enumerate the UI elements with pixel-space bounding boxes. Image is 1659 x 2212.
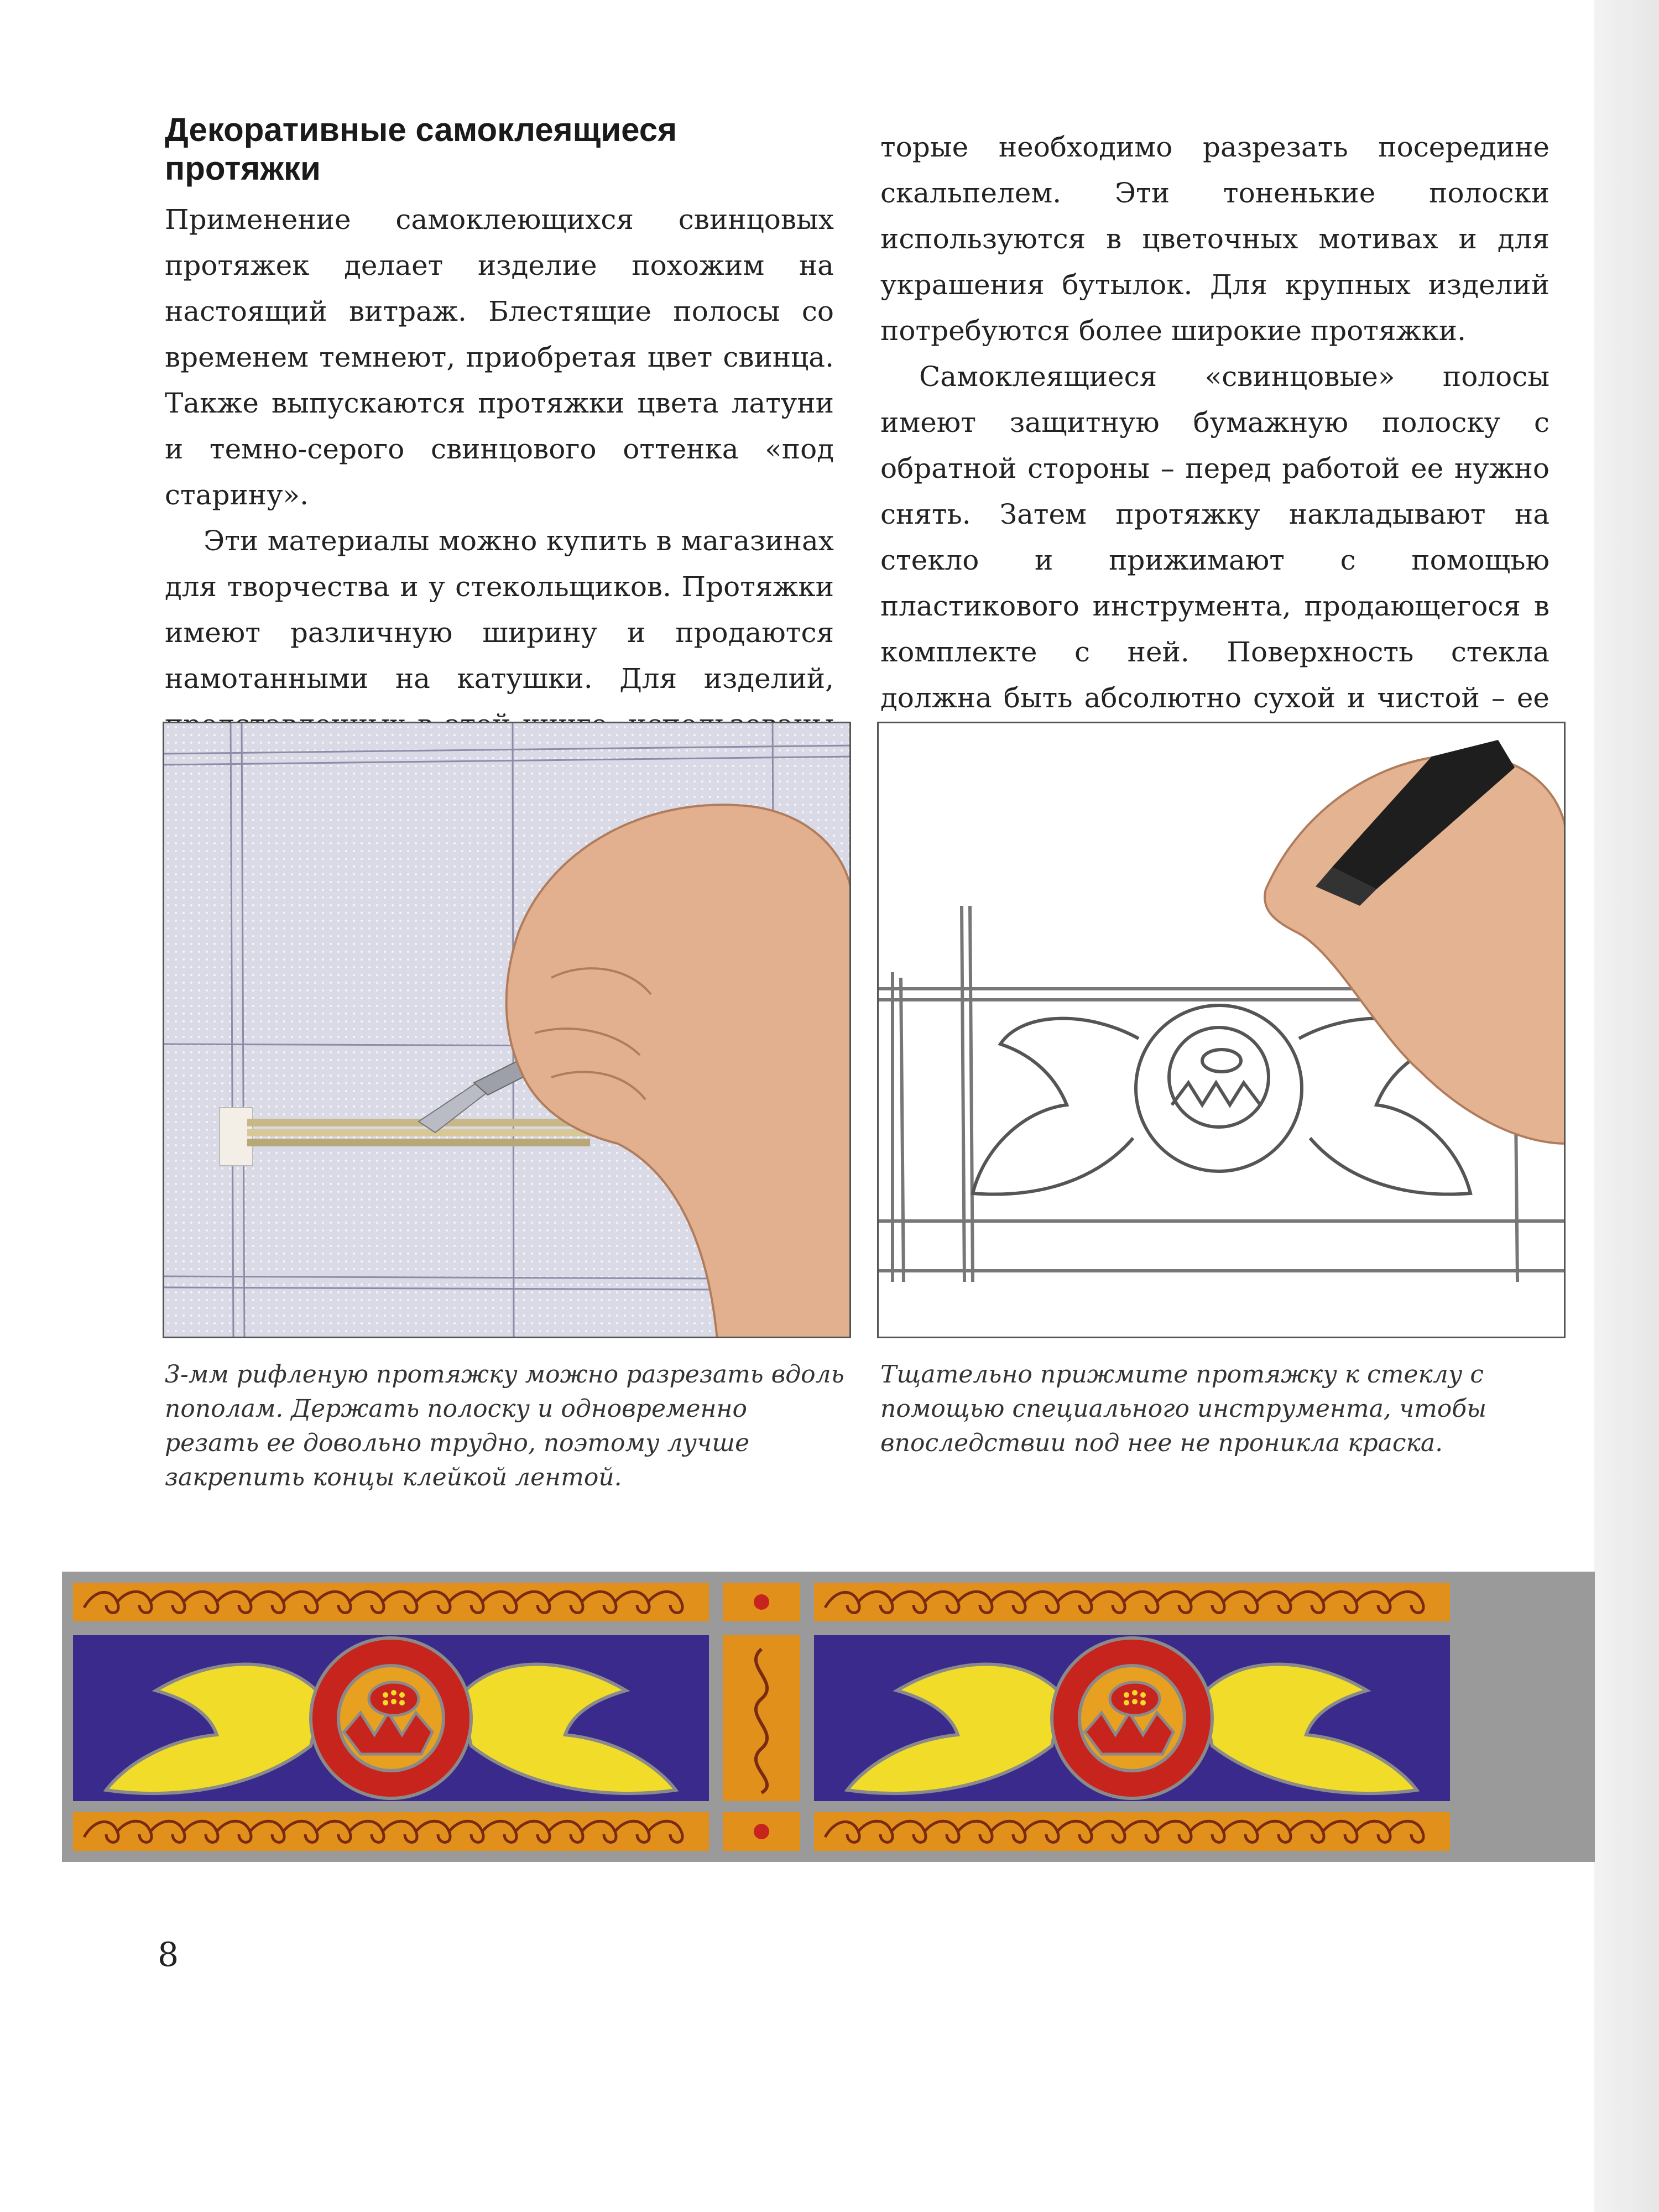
caption-left: [165, 1358, 845, 1495]
stained-glass-border-panel: [62, 1572, 1595, 1862]
left-paragraph-2: Эти материалы можно купить в магазинах для творчества и у стекольщиков. Протяжки имеют различную ширину и продаются намотанными на катушки. Для изделий,: [165, 525, 834, 695]
page-edge-shadow: [1594, 0, 1659, 2212]
right-paragraph-2: Самоклеящиеся «свинцовые» полосы имеют защитную бумажную полоску с обратной стороны – перед работой ее нужно снять. Затем протяжку накладывают на стекло и прижимают с помощью пластикового инструмента, продающегося в комплекте с ней. Поверхность стекла должна быть абсолютно сухой и чистой – ее: [880, 361, 1550, 714]
stained-glass-border-illustration: [62, 1572, 1595, 1862]
photo-cutting-illustration: [164, 723, 851, 1338]
page-number: 8: [158, 1936, 179, 1974]
section-heading: Декоративные самоклеящиеся протяжки: [165, 111, 677, 187]
caption-left-text: 3-мм рифленую протяжку можно разрезать вдоль пополам. Держать полоску и одновременно резать ее довольно трудно, поэтому лучше закрепить концы клейкой лентой.: [165, 1360, 844, 1491]
photo-pressing-illustration: [879, 723, 1566, 1338]
photo-pressing-lead-strip: [877, 722, 1566, 1338]
right-paragraph-1: торые необходимо разрезать посередине скальпелем. Эти тоненькие полоски используются в цветочных мотивах и для украшения бутылок. Для крупных изделий потребуются более широкие протяжки.: [880, 131, 1550, 347]
left-paragraph-1: Применение самоклеющихся свинцовых протяжек делает изделие похожим на настоящий витраж. Блестящие полосы со временем темнеют, приобретая цвет свинца. Также выпускаются протяжки цвета латуни и темно-серого свинцового оттенка «под старину».: [165, 204, 834, 511]
photo-cutting-lead-strip: [163, 722, 851, 1338]
caption-right: [880, 1358, 1561, 1460]
caption-right-text: Тщательно прижмите протяжку к стеклу с помощью специального инструмента, чтобы впоследствии под нее не проникла краска.: [880, 1360, 1487, 1457]
right-text-column: [880, 124, 1550, 813]
